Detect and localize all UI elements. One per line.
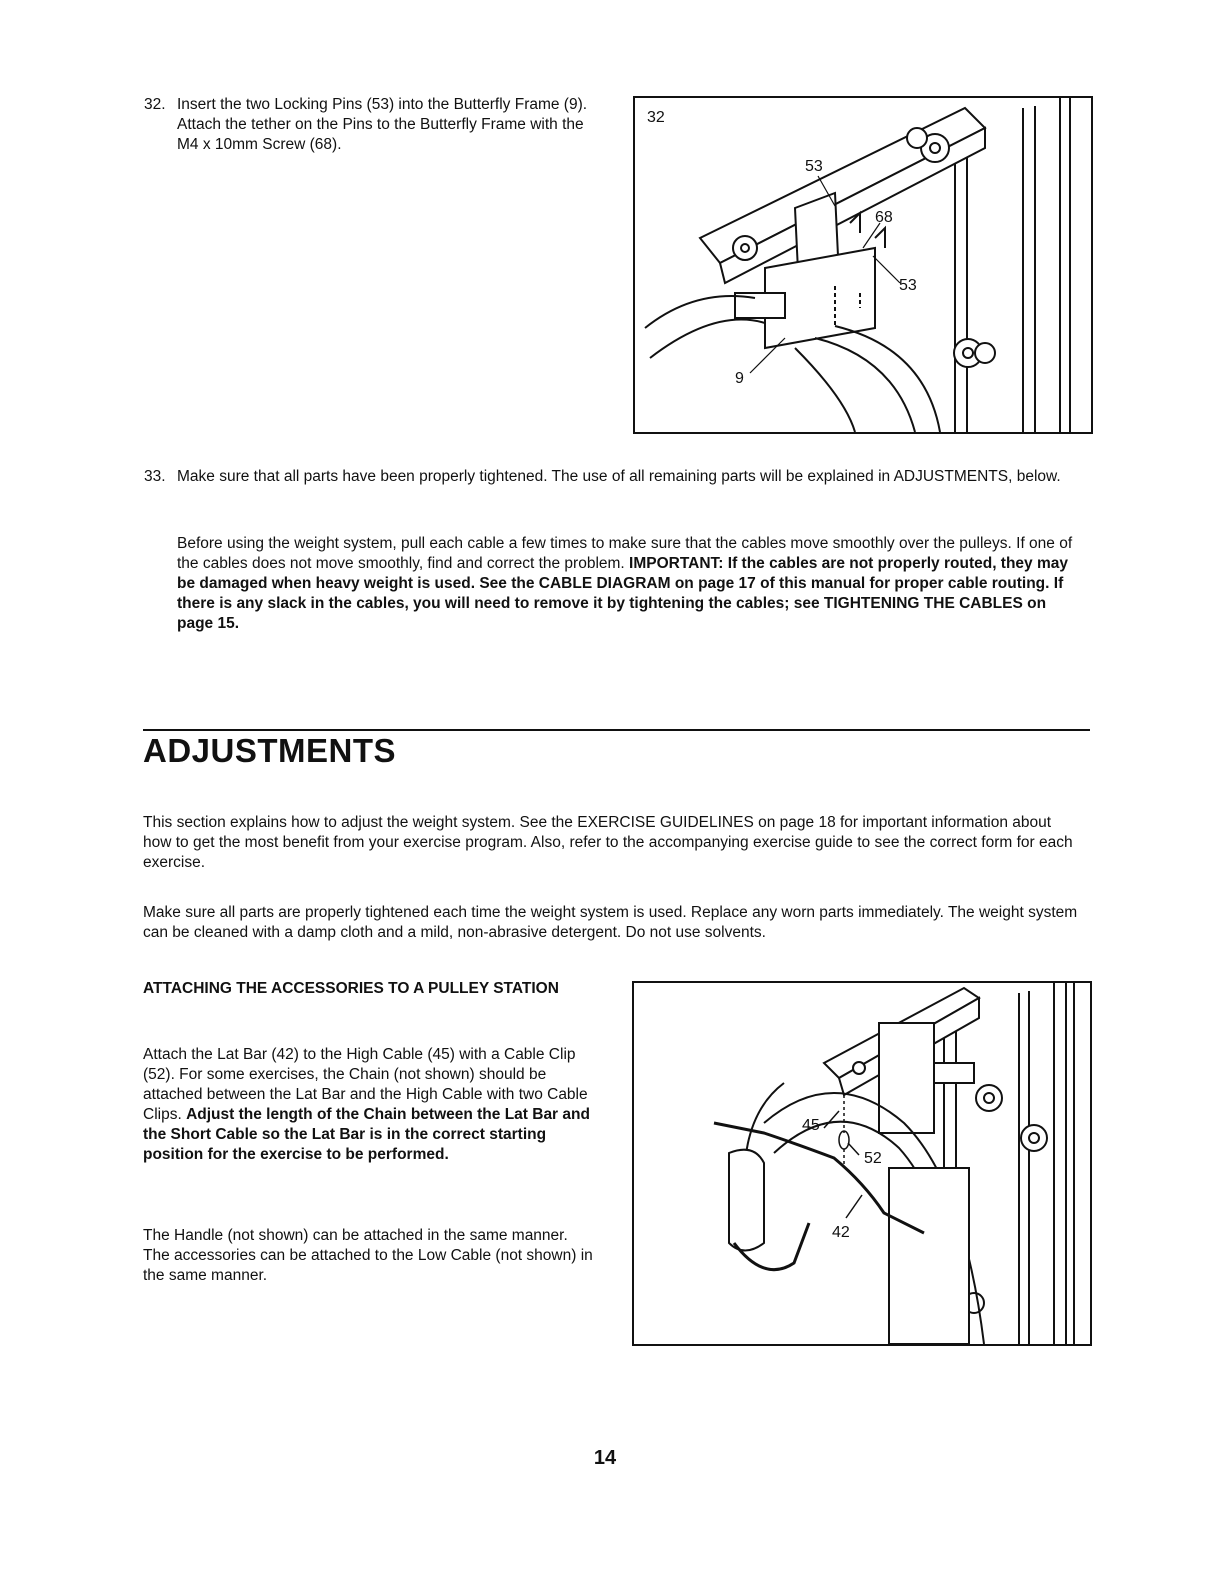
callout-9: 9 [735, 370, 744, 387]
lat-bar-illustration [634, 983, 1090, 1344]
figure-step-32 [633, 96, 1093, 434]
cable-check-text: Before using the weight system, pull each cable a few times to make sure that the cables move smoothly over the pulleys. If one of the cables does not move smoothly, find and correct the problem. [177, 535, 1073, 572]
callout-53-right: 53 [899, 277, 917, 294]
step-32-text: Insert the two Locking Pins (53) into the Butterfly Frame (9). Attach the tether on the Pins to the Butterfly Frame with the M4 x 10mm Screw (68). [177, 96, 588, 153]
figure-accessories [632, 981, 1092, 1346]
callout-45: 45 [802, 1117, 820, 1134]
chain-adjust-text: Adjust the length of the Chain between the Lat Bar and the Short Cable so the Lat Bar is in the correct starting position for the exercise to be performed. [143, 1106, 590, 1163]
maintenance-paragraph: Make sure all parts are properly tightened each time the weight system is used. Replace any worn parts immediately. The weight system can be cleaned with a damp cloth and a mild, non-abrasive detergent. Do not use solvents. [143, 904, 1078, 941]
butterfly-frame-illustration [635, 98, 1091, 432]
adjustments-heading: ADJUSTMENTS [143, 732, 397, 769]
callout-68: 68 [875, 209, 893, 226]
section-divider [143, 729, 1090, 731]
handle-paragraph: The Handle (not shown) can be attached in the same manner. The accessories can be attached to the Low Cable (not shown) in the same manner. [143, 1227, 593, 1284]
callout-42: 42 [832, 1224, 850, 1241]
figure-label: 32 [647, 109, 665, 126]
cable-check-paragraph [177, 534, 1082, 634]
step-32-number: 32. [144, 96, 166, 113]
step-33-number: 33. [144, 468, 166, 485]
accessories-paragraph [143, 1045, 593, 1165]
lat-bar-attach-text: Attach the Lat Bar (42) to the High Cable (45) with a Cable Clip (52). For some exercises, the Chain (not shown) should be attached between the Lat Bar and the High Cable with two Cable Clips. [143, 1046, 588, 1123]
callout-53-top: 53 [805, 158, 823, 175]
adjustments-intro: This section explains how to adjust the weight system. See the EXERCISE GUIDELINES on page 18 for important information about how to get the most benefit from your exercise program. Also, refer to the accompanying exercise guide to see the correct form for each exercise. [143, 814, 1073, 871]
accessories-heading: ATTACHING THE ACCESSORIES TO A PULLEY STATION [143, 980, 559, 997]
step-33-text: Make sure that all parts have been properly tightened. The use of all remaining parts will be explained in ADJUSTMENTS, below. [177, 468, 1061, 485]
callout-52: 52 [864, 1150, 882, 1167]
page-number: 14 [593, 1447, 617, 1469]
cable-warning-text: IMPORTANT: If the cables are not properly routed, they may be damaged when heavy weight is used. See the CABLE DIAGRAM on page 17 of this manual for proper cable routing. If there is any slack in the cables, you will need to remove it by tightening the cables; see TIGHTENING THE CABLES on page 15. [177, 555, 1069, 632]
